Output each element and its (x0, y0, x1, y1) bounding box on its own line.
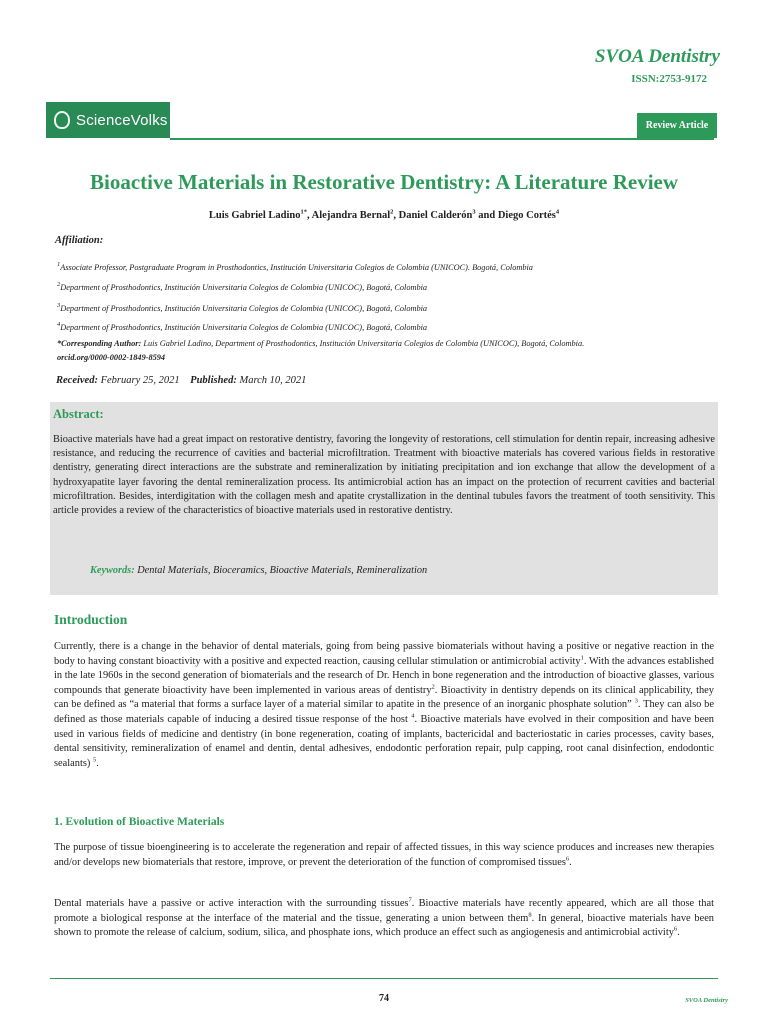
keywords-label: Keywords: (90, 565, 135, 576)
published-label: Published: (190, 375, 237, 386)
abstract-box (50, 402, 718, 595)
section-1-paragraph-1: The purpose of tissue bioengineering is to accelerate the regeneration and repair of affected tissues, in this way science produces and increases new therapies and/or develops new biomaterials that restore, improve, or prevent the deterioration of the function of compromised tissues$^6$. (54, 842, 714, 868)
keywords-text: Dental Materials, Bioceramics, Bioactive Materials, Remineralization (137, 565, 428, 576)
abstract-heading: Abstract: (53, 407, 104, 421)
affiliation-1 (57, 263, 533, 272)
affiliation-number: 2 (57, 281, 61, 289)
citation-ref[interactable]: 2 (431, 683, 435, 691)
author-name: Diego Cortés (497, 210, 556, 221)
affiliation-2 (57, 283, 427, 292)
leaf-icon (54, 111, 70, 129)
citation-ref[interactable]: 7 (408, 896, 412, 904)
keywords (90, 565, 427, 576)
article-title: Bioactive Materials in Restorative Dentistry: A Literature Review (89, 170, 679, 194)
citation-ref[interactable]: 8 (528, 911, 532, 919)
citation-ref[interactable]: 1 (580, 654, 584, 662)
citation-ref[interactable]: 3 (634, 697, 638, 705)
affiliation-text: Associate Professor, Postgraduate Program in Prosthodontics, Institución Universitaria Colegios de Colombia (UNICOC). Bogotá, Colombia (60, 263, 533, 272)
affiliation-text: Department of Prosthodontics, Institución Universitaria Colegios de Colombia (UNICOC), Bogotá, Colombia (60, 283, 428, 292)
author-name: Luis Gabriel Ladino (208, 210, 301, 221)
section-1-paragraph-2: Dental materials have a passive or active interaction with the surrounding tissues$^7$. Bioactive materials have recently appeared, which are all those that promote a biological response at the interface of the material and the tissue, generating a union between them$^8$. In general, bioactive materials have been shown to promote the release of calcium, sodium, silica, and phosphate ions, which produce an effect such as angiogenesis and antimicrobial activity$^6$. (54, 896, 715, 939)
affiliation-number: 4 (57, 321, 61, 329)
received-date: February 25, 2021 (100, 375, 180, 386)
section-1-heading: 1. Evolution of Bioactive Materials (54, 816, 225, 828)
introduction-text: Currently, there is a change in the behavior of dental materials, going from being passive biomaterials without having a positive or negative reaction in the body to having constant bioactivity with a positive and expected reaction, causing cellular stimulation or antimicrobial activity$^1$. With the advances established in the late 1960s in the second generation of biomaterials and the research of Dr. Hench in bone regeneration and the introduction of bioactive glasses, various compounds that generate bioactivity have been implemented in various areas of dentistry$^2$. Bioactivity in dentistry depends on its clinical applicability, they can be defined as “a material that forms a surface layer of a material similar to apatite in the presence of an inorganic phosphate solution” $^3$. They can also be defined as those materials capable of inducing a desired tissue response of the host $^4$. Bioactive materials have evolved in their composition and have been used in various fields of medicine and dentistry (in bone regeneration, coating of implants, bactericidal and bacteriostatic in caries processes, cavity bases, dental sensitivity, remineralization of enamel and dentin, dental adhesives, endodontic perforation repair, pulp capping, root canal disinfection, endodontic sealants) $^5$. (54, 641, 715, 769)
affiliation-4 (57, 323, 427, 332)
author-name: Alejandra Bernal (311, 210, 391, 221)
affiliation-heading: Affiliation: (55, 235, 104, 246)
footer-rule (50, 978, 718, 979)
page-number: 74 (379, 993, 389, 1004)
affiliation-number: 1 (57, 261, 61, 269)
received-label: Received: (56, 375, 98, 386)
author-name: Daniel Calderón (398, 210, 473, 221)
author-affiliation-ref: 4 (555, 208, 560, 216)
introduction-heading: Introduction (54, 612, 128, 627)
author-affiliation-ref: 2 (390, 208, 394, 216)
logo-text: ScienceVolks (76, 111, 168, 129)
author-affiliation-ref: 3 (472, 208, 476, 216)
article-dates (56, 375, 306, 386)
citation-ref[interactable]: 5 (92, 756, 97, 764)
citation-ref[interactable]: 6 (673, 925, 678, 933)
published-date: March 10, 2021 (239, 375, 307, 386)
affiliation-text: Department of Prosthodontics, Institución Universitaria Colegios de Colombia (UNICOC), Bogotá, Colombia (60, 323, 428, 332)
issn: ISSN:2753-9172 (631, 73, 707, 85)
affiliation-text: Department of Prosthodontics, Institución Universitaria Colegios de Colombia (UNICOC), Bogotá, Colombia (60, 304, 428, 313)
publisher-logo[interactable] (46, 102, 170, 138)
corresponding-text: Luis Gabriel Ladino, Department of Prosthodontics, Institución Universitaria Colegios de Colombia (UNICOC), Bogotá, Colombia. (141, 339, 585, 348)
orcid-text: orcid.org/0000-0002-1849-8594 (57, 353, 166, 362)
author-affiliation-ref: 1* (300, 208, 307, 216)
author-list: Luis Gabriel Ladino$^{1*}$, Alejandra Bernal$^2$, Daniel Calderón$^3$ and Diego Cortés$^4$ (208, 208, 560, 221)
corresponding-author (57, 339, 584, 348)
journal-name: SVOA Dentistry (594, 46, 720, 67)
affiliation-number: 3 (57, 302, 61, 310)
citation-ref[interactable]: 6 (565, 855, 570, 863)
footer-journal-name: SVOA Dentistry (685, 997, 728, 1004)
abstract-text: Bioactive materials have had a great impact on restorative dentistry, favoring the longevity of restorations, cell stimulation for dentin repair, increasing adhesive resistance, and reducing the recurrence of cavities and bacterial microfiltration. Treatment with bioactive materials has covered various fields in restorative dentistry, generating direct interactions are the substrate and remineralization by initiating precipitation and ion exchange that allow the development of a hydroxyapatite layer favoring the dental remineralization process. Its antimicrobial action has an impact on the protection of recurrent cavities and bacterial microfiltration. Besides, interdigitation with the collagen mesh and apatite crystallization in the dentinal tubules favors the treatment of tooth sensitivity. This article provides a review of the characteristics of bioactive materials used in restorative dentistry. (53, 434, 715, 517)
citation-ref[interactable]: 4 (411, 712, 415, 720)
article-type-badge: Review Article (637, 113, 717, 138)
corresponding-label: *Corresponding Author: (57, 339, 142, 348)
orcid-link[interactable] (57, 353, 165, 362)
affiliation-3 (57, 304, 427, 313)
header-rule (170, 138, 714, 140)
